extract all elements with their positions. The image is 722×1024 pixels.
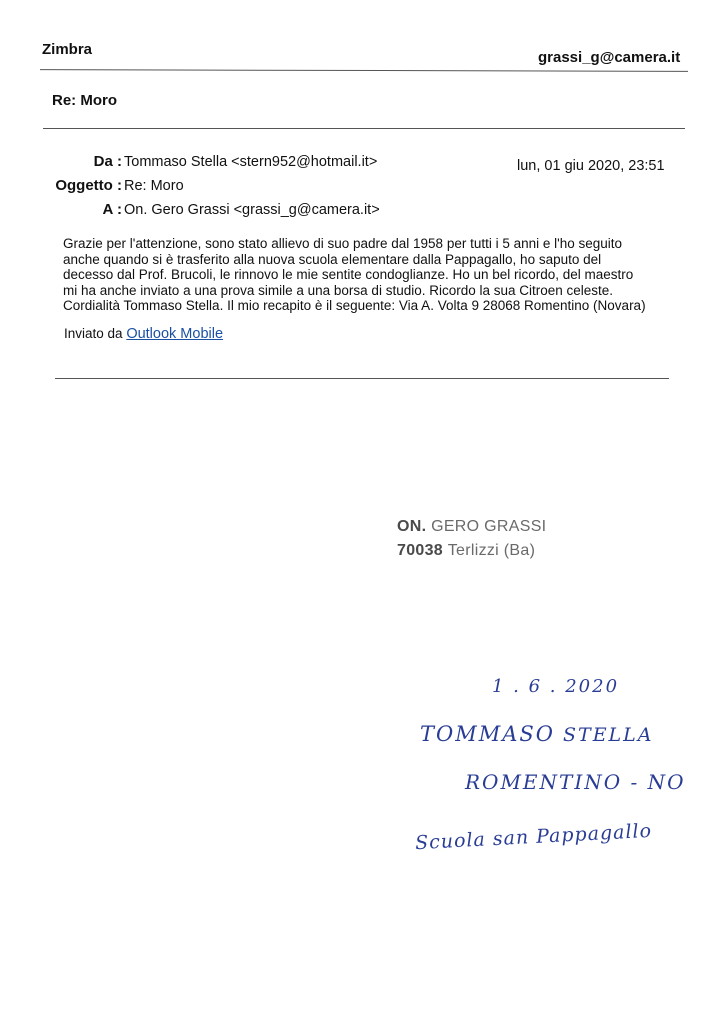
- footer-divider: [55, 378, 669, 379]
- handwritten-name-first: TOMMASO: [420, 722, 555, 746]
- stamp-title: ON.: [397, 518, 432, 535]
- subject-value: Re: Moro: [124, 178, 184, 194]
- handwritten-school: Scuola san Pappagallo: [414, 819, 653, 855]
- body-line: mi ha anche inviato a una prova simile a una borsa di studio. Ricordo la sua Citroen celeste.: [63, 282, 614, 298]
- body-line: Cordialità Tommaso Stella. Il mio recapito è il seguente: Via A. Volta 9 28068 Romentino (Novara): [63, 298, 646, 313]
- from-value: Tommaso Stella <stern952@hotmail.it>: [124, 154, 378, 170]
- app-name: Zimbra: [42, 41, 93, 58]
- handwritten-place: ROMENTINO - NO: [465, 770, 686, 794]
- body-line: anche quando si è trasferito alla nuova scuola elementare dalla Pappagallo, ho saputo del: [63, 251, 602, 267]
- stamp-name: GERO GRASSI: [431, 518, 547, 535]
- message-footer: [64, 326, 223, 342]
- body-line: Grazie per l'attenzione, sono stato allievo di suo padre dal 1958 per tutti i 5 anni e l'ho seguito: [63, 236, 623, 251]
- address-stamp: [397, 515, 546, 563]
- message-body: [63, 236, 673, 314]
- to-label: A :: [102, 201, 122, 218]
- stamp-city: Terlizzi (Ba): [447, 542, 536, 559]
- subject-label: Oggetto :: [55, 177, 122, 194]
- account-email: grassi_g@camera.it: [538, 49, 681, 66]
- subject-divider: [43, 128, 685, 129]
- from-label: Da :: [93, 153, 122, 170]
- handwritten-date: 1 . 6 . 2020: [492, 676, 620, 697]
- footer-prefix: Inviato da: [64, 326, 123, 341]
- page-title: Re: Moro: [52, 92, 117, 109]
- handwritten-name-last: STELLA: [563, 724, 654, 746]
- body-line: decesso dal Prof. Brucoli, le rinnovo le mie sentite condoglianze. Ho un bel ricordo, del maestro: [63, 267, 634, 282]
- to-value: On. Gero Grassi <grassi_g@camera.it>: [124, 202, 380, 218]
- stamp-zip: 70038: [397, 542, 448, 559]
- message-date: lun, 01 giu 2020, 23:51: [517, 158, 665, 174]
- outlook-mobile-link[interactable]: Outlook Mobile: [126, 326, 224, 342]
- header-divider: [40, 69, 688, 72]
